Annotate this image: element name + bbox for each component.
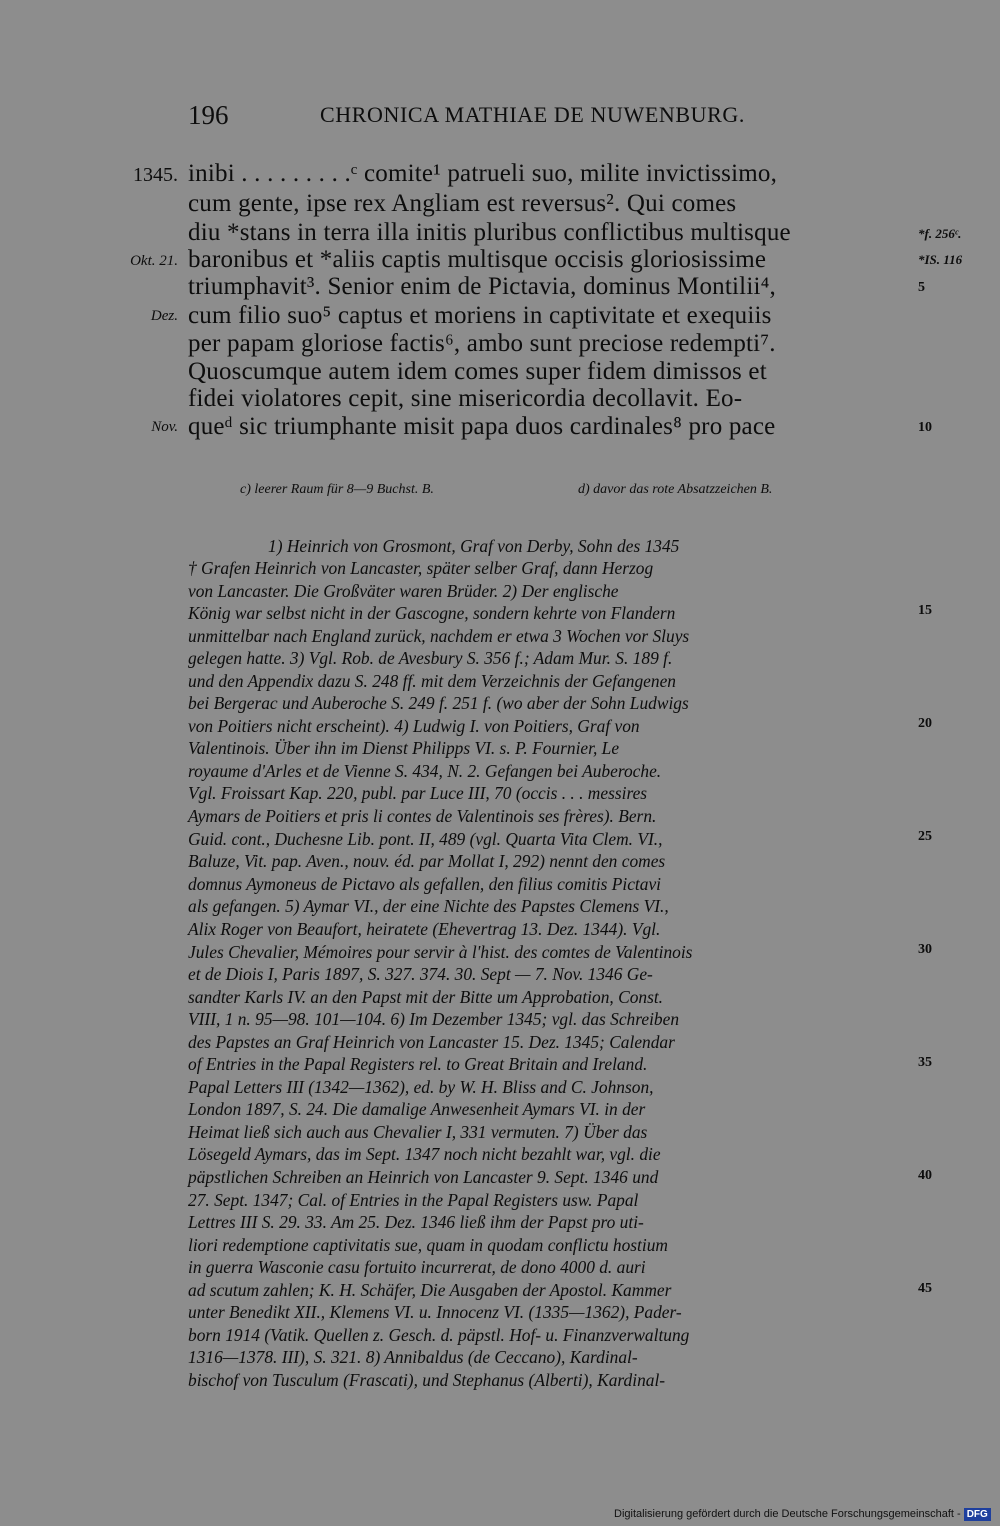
line-number: 5 (918, 280, 925, 295)
dfg-logo: DFG (964, 1508, 991, 1521)
apparatus-note-d: d) davor das rote Absatzzeichen B. (578, 482, 773, 497)
footnote-line: in guerra Wasconie casu fortuito incurrerat, de dono 4000 d. auri (188, 1257, 646, 1277)
main-text-line: fidei violatores cepit, sine misericordia decollavit. Eo- (188, 385, 743, 412)
main-text-line: Quoscumque autem idem comes super fidem dimissos et (188, 358, 767, 385)
line-number: 45 (918, 1281, 932, 1296)
margin-date-nov: Nov. (151, 419, 178, 435)
page-header (188, 100, 910, 140)
footnote-line: ad scutum zahlen; K. H. Schäfer, Die Ausgaben der Apostol. Kammer (188, 1280, 672, 1300)
line-number: 15 (918, 603, 932, 618)
footnote-line: Heimat ließ sich auch aus Chevalier I, 331 vermuten. 7) Über das (188, 1122, 648, 1142)
footnote-line: Alix Roger von Beaufort, heiratete (Ehevertrag 13. Dez. 1344). Vgl. (188, 919, 661, 939)
main-text-line: cum filio suo⁵ captus et moriens in captivitate et exequiis (188, 302, 772, 329)
credit-text: Digitalisierung gefördert durch die Deutsche Forschungsgemeinschaft - (614, 1508, 961, 1520)
running-title: CHRONICA MATHIAE DE NUWENBURG. (320, 102, 745, 127)
footnote-line: Aymars de Poitiers et pris li contes de Valentinois ses frères). Bern. (188, 806, 657, 826)
main-text-line: queᵈ sic triumphante misit papa duos cardinales⁸ pro pace (188, 413, 776, 440)
footnote-line: Lettres III S. 29. 33. Am 25. Dez. 1346 ließ ihm der Papst pro uti- (188, 1212, 644, 1232)
footnote-line: et de Diois I, Paris 1897, S. 327. 374. 30. Sept — 7. Nov. 1346 Ge- (188, 964, 653, 984)
footnote-line: päpstlichen Schreiben an Heinrich von Lancaster 9. Sept. 1346 und (188, 1167, 659, 1187)
footnote-line: unmittelbar nach England zurück, nachdem er etwa 3 Wochen vor Sluys (188, 626, 690, 646)
margin-year: 1345. (133, 164, 178, 186)
footnote-line: liori redemptione captivitatis sue, quam in quodam conflictu hostium (188, 1235, 668, 1255)
main-text-line: diu *stans in terra illa initis pluribus conflictibus multisque (188, 219, 791, 246)
footnote-line: London 1897, S. 24. Die damalige Anwesenheit Aymars VI. in der (188, 1099, 646, 1119)
footnote-line: sandter Karls IV. an den Papst mit der Bitte um Approbation, Const. (188, 987, 664, 1007)
footnote-line: Valentinois. Über ihn im Dienst Philipps VI. s. P. Fournier, Le (188, 738, 620, 758)
apparatus-note-c: c) leerer Raum für 8—9 Buchst. B. (240, 482, 434, 497)
footnote-line: Lösegeld Aymars, das im Sept. 1347 noch nicht bezahlt war, vgl. die (188, 1144, 661, 1164)
footnote-line: bei Bergerac und Auberoche S. 249 f. 251 f. (wo aber der Sohn Ludwigs (188, 693, 689, 713)
footnote-line: bischof von Tusculum (Frascati), und Stephanus (Alberti), Kardinal- (188, 1370, 666, 1390)
main-text-line: cum gente, ipse rex Angliam est reversus². Qui comes (188, 190, 737, 217)
footnote-line: † Grafen Heinrich von Lancaster, später selber Graf, dann Herzog (188, 558, 654, 578)
line-number: 40 (918, 1168, 932, 1183)
footnote-line: König war selbst nicht in der Gascogne, sondern kehrte von Flandern (188, 603, 676, 623)
footnote-line: 27. Sept. 1347; Cal. of Entries in the Papal Registers usw. Papal (188, 1190, 639, 1210)
footnote-line: 1) Heinrich von Grosmont, Graf von Derby, Sohn des 1345 (268, 536, 680, 556)
footnote-line: born 1914 (Vatik. Quellen z. Gesch. d. päpstl. Hof- u. Finanzverwaltung (188, 1325, 690, 1345)
main-text-line: baronibus et *aliis captis multisque occisis gloriosissime (188, 246, 767, 273)
footnote-line: Papal Letters III (1342—1362), ed. by W. H. Bliss and C. Johnson, (188, 1077, 654, 1097)
line-number: 25 (918, 829, 932, 844)
main-text-line: inibi . . . . . . . . .ᶜ comite¹ patrueli suo, milite invictissimo, (188, 160, 778, 187)
page-number: 196 (188, 100, 229, 130)
footnote-line: royaume d'Arles et de Vienne S. 434, N. 2. Gefangen bei Auberoche. (188, 761, 662, 781)
line-number: 20 (918, 716, 932, 731)
footnote-line: Guid. cont., Duchesne Lib. pont. II, 489 (vgl. Quarta Vita Clem. VI., (188, 829, 663, 849)
line-number: 10 (918, 420, 932, 435)
footnote-line: gelegen hatte. 3) Vgl. Rob. de Avesbury S. 356 f.; Adam Mur. S. 189 f. (188, 648, 673, 668)
footnote-line: Vgl. Froissart Kap. 220, publ. par Luce III, 70 (occis . . . messires (188, 783, 648, 803)
main-text-line: per papam gloriose factis⁶, ambo sunt preciose redempti⁷. (188, 330, 776, 357)
main-text-line: triumphavit³. Senior enim de Pictavia, dominus Montilii⁴, (188, 273, 776, 300)
line-number: 30 (918, 942, 932, 957)
footnote-line: unter Benedikt XII., Klemens VI. u. Innocenz VI. (1335—1362), Pader- (188, 1302, 682, 1322)
footnote-line: domnus Aymoneus de Pictavo als gefallen, den filius comitis Pictavi (188, 874, 662, 894)
footnote-line: und den Appendix dazu S. 248 ff. mit dem Verzeichnis der Gefangenen (188, 671, 676, 691)
margin-edition-ref: *IS. 116 (918, 252, 963, 267)
footnote-line: Baluze, Vit. pap. Aven., nouv. éd. par Mollat I, 292) nennt den comes (188, 851, 666, 871)
footnote-line: Jules Chevalier, Mémoires pour servir à l'hist. des comtes de Valentinois (188, 942, 693, 962)
footnote-line: of Entries in the Papal Registers rel. to Great Britain and Ireland. (188, 1054, 648, 1074)
margin-date-okt: Okt. 21. (130, 253, 178, 269)
footnote-line: von Poitiers nicht erscheint). 4) Ludwig I. von Poitiers, Graf von (188, 716, 640, 736)
margin-folio-ref: *f. 256ᶜ. (918, 226, 962, 241)
line-number: 35 (918, 1055, 932, 1070)
footnote-line: VIII, 1 n. 95—98. 101—104. 6) Im Dezember 1345; vgl. das Schreiben (188, 1009, 680, 1029)
digitization-credit (614, 1508, 991, 1521)
footnote-line: als gefangen. 5) Aymar VI., der eine Nichte des Papstes Clemens VI., (188, 896, 669, 916)
footnote-line: des Papstes an Graf Heinrich von Lancaster 15. Dez. 1345; Calendar (188, 1032, 675, 1052)
footnote-line: von Lancaster. Die Großväter waren Brüder. 2) Der englische (188, 581, 619, 601)
footnote-line: 1316—1378. III), S. 321. 8) Annibaldus (de Ceccano), Kardinal- (188, 1347, 638, 1367)
margin-date-dez: Dez. (150, 308, 178, 324)
